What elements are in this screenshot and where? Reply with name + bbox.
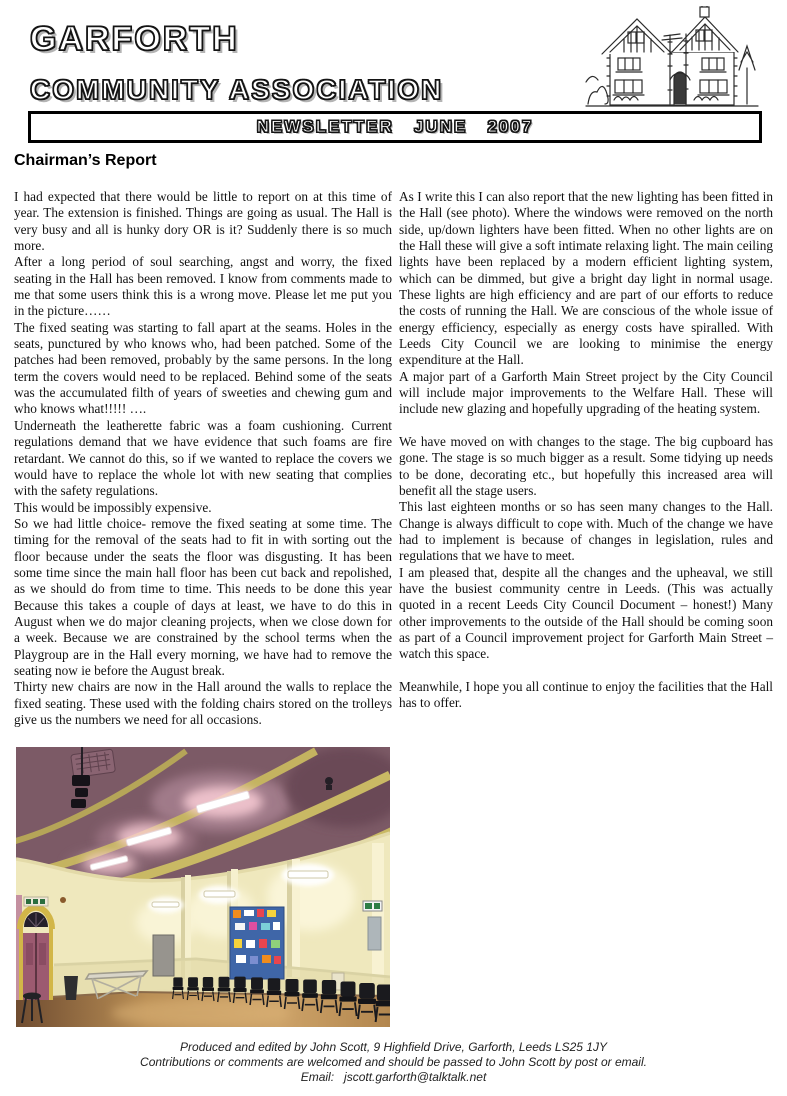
paragraph: After a long period of soul searching, angst and worry, the fixed seating in the Hall has been removed. I know from comments made to me that some users think this is a wrong move. Please let me put you in the picture……	[14, 254, 392, 319]
paragraph: I am pleased that, despite all the changes and the upheaval, we still have the busiest community centre in Leeds. (This was actually quoted in a recent Leeds City Council Document – honest!) Many other improvements to the outside of the Hall should be coming soon as part of a Council improvement project for Garforth Main Street – watch this space.	[399, 564, 773, 662]
footer-produced-by: Produced and edited by John Scott, 9 Highfield Drive, Garforth, Leeds LS25 1JY	[180, 1040, 607, 1054]
paragraph: This last eighteen months or so has seen many changes to the Hall. Change is always difficult to cope with. Much of the change we have had to implement is because of changes in legislation, rules and regulations that we have to meet.	[399, 499, 773, 564]
paragraph: This would be impossibly expensive.	[14, 499, 212, 515]
right-column	[399, 189, 773, 711]
photo-exit-sign	[363, 901, 382, 911]
paragraph: I had expected that there would be little to report on at this time of year. The extension is finished. Things are going as usual. The Hall is very busy and all is hunky dory OR is it? Suddenly there is so much more.	[14, 189, 392, 254]
paragraph: So we had little choice- remove the fixed seating at some time. The timing for the removal of the seats had to fit in with sorting out the floor because under the seats the floor was disgusting. It has been some time since the main hall floor has been cut back and repolished, as we should do from time to time. This needs to be done this year Because this takes a couple of days at least, we have to do this in August when we do major cleaning projects, when we close down for a week. Because we are constrained by the school terms when the Playgroup are in the Hall every morning, we have had to remove the seating now ie before the August break.	[14, 515, 392, 678]
org-name-line1: GARFORTH	[30, 20, 239, 58]
photo-bin	[64, 976, 78, 1000]
report-heading: Chairman’s Report	[14, 152, 157, 169]
paragraph: Thirty new chairs are now in the Hall around the walls to replace the fixed seating. These used with the folding chairs stored on the trolleys give us the numbers we need for all occasions.	[14, 679, 392, 727]
footer-contributions: Contributions or comments are welcomed and should be passed to John Scott by post or email.	[140, 1055, 647, 1069]
org-name-line2: COMMUNITY ASSOCIATION	[30, 74, 444, 105]
banner-title: NEWSLETTER JUNE 2007	[256, 117, 534, 136]
photo-grey-panel	[153, 935, 174, 976]
newsletter-banner	[28, 111, 762, 143]
hall-interior-photo	[16, 747, 390, 1027]
footer-email: Email: jscott.garforth@talktalk.net	[300, 1070, 487, 1084]
photo-notice-board	[230, 907, 284, 979]
paragraph: We have moved on with changes to the stage. The big cupboard has gone. The stage is so much bigger as a result. Some tidying up needs to be done, decorating etc., but hopefully this increased area will benefit all the stage users.	[399, 433, 773, 498]
paragraph: Underneath the leatherette fabric was a foam cushioning. Current regulations demand that we have evidence that such foams are fire retardant. We cannot do this, so if we wanted to replace the covers we would have to replace the whole lot with new seating that complies with the safety regulations.	[14, 417, 392, 499]
photo-door	[16, 895, 52, 1000]
house-sketch-icon	[584, 6, 760, 110]
footer	[0, 1040, 787, 1085]
paragraph: A major part of a Garforth Main Street project by the City Council will include major improvements to the Welfare Hall. These will include new glazing and hopefully upgrading of the heating system.	[399, 368, 773, 417]
paragraph: The fixed seating was starting to fall apart at the seams. Holes in the seats, punctured by who knows who, had been patched. Some of the patches had been removed, probably by the same persons. In the long term the covers would need to be replaced. Behind some of the seats was the accumulated filth of years of sweeties and chewing gum and who knows what!!!!! ….	[14, 319, 392, 417]
left-column	[14, 189, 392, 746]
paragraph: Meanwhile, I hope you all continue to enjoy the facilities that the Hall has to offer.	[399, 678, 773, 710]
paragraph: As I write this I can also report that the new lighting has been fitted in the Hall (see photo). Where the windows were removed on the north side, up/down lighters have been fitted. When no other lights are on the Hall these will give a soft intimate relaxing light. The main ceiling lights have been replaced by a modern efficient lighting system, which can be dimmed, but give a bright day light in normal usage. These lights are high efficiency and are part of our efforts to reduce the costs of running the Hall. We are conscious of the whole issue of energy efficiency, especially as energy costs have spiralled. With Leeds City Council we are looking to minimise the energy expenditure at the Hall.	[399, 189, 773, 368]
photo-mirror	[368, 917, 381, 950]
